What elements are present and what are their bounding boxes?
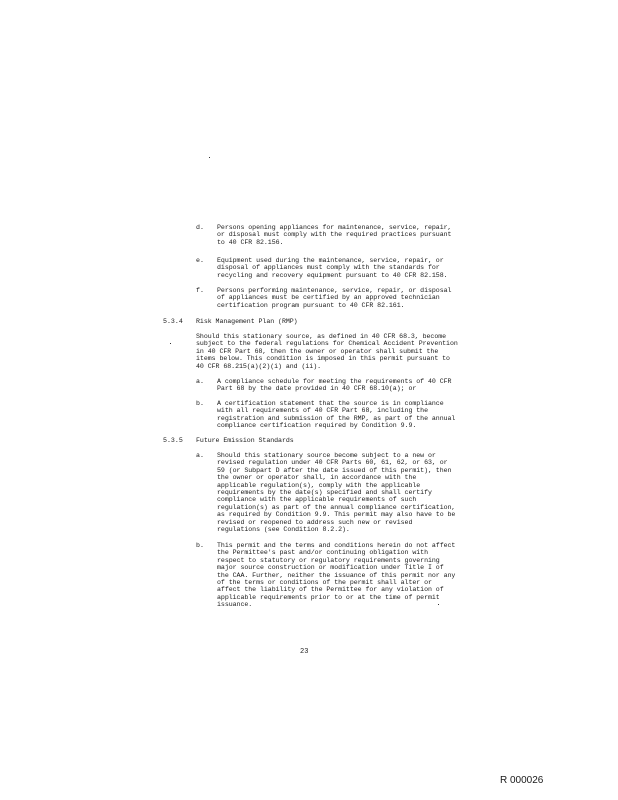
section-number: 5.3.5: [163, 437, 183, 444]
item-label: e.: [196, 257, 204, 264]
item-label: b.: [196, 400, 204, 407]
item-text: A compliance schedule for meeting the requirements of 40 CFR Part 68 by the date provided in 40 CFR 68.10(a); or: [217, 378, 452, 393]
section-intro: Should this stationary source, as defined in 40 CFR 68.3, become subject to the federal regulations for Chemical Accident Prevention in 40 CFR Part 68, then the owner or operator shall submit the items below. This condition is imposed in this permit pursuant to 40 CFR 68.215(a)(2)(i) and (ii).: [196, 333, 458, 370]
item-label: f.: [196, 287, 204, 294]
section-number: 5.3.4: [163, 318, 183, 325]
item-text: This permit and the terms and conditions herein do not affect the Permittee's past and/or continuing obligation with respect to statutory or regulatory requirements governing major source construction or modification under Title I of the CAA. Further, neither the issuance of this permit nor any of the terms or conditions of the permit shall alter or affect the liability of the Permittee for any violation of applicable requirements prior to or at the time of permit issuance.: [217, 542, 456, 609]
bates-number: R 000026: [500, 775, 544, 786]
item-text: Persons opening appliances for maintenance, service, repair, or disposal must comply with the required practices pursuant to 40 CFR 82.156.: [217, 224, 452, 246]
section-title: Risk Management Plan (RMP): [196, 318, 298, 325]
item-label: a.: [196, 378, 204, 385]
scan-speck: [209, 157, 210, 158]
item-label: d.: [196, 224, 204, 231]
item-text: Should this stationary source become subject to a new or revised regulation under 40 CFR Parts 60, 61, 62, or 63, or 59 (or Subpart D after the date issued of this permit), then the owner or operator shall, in accordance with the applicable regulation(s), comply with the applicable requirements by the date(s) specified and shall certify compliance with the applicable requirements of such regulation(s) as part of the annual compliance certification, as required by Condition 9.9. This permit may also have to be revised or reopened to address such new or revised regulations (see Condition 8.2.2).: [217, 452, 456, 534]
page-number: 23: [300, 648, 309, 656]
item-text: Persons performing maintenance, service, repair, or disposal of appliances must be certified by an approved technician certification program pursuant to 40 CFR 82.161.: [217, 287, 452, 309]
scan-speck: [170, 343, 171, 344]
item-label: b.: [196, 542, 204, 549]
item-label: a.: [196, 452, 204, 459]
item-text: A certification statement that the source is in compliance with all requirements of 40 CFR Part 68, including the registration and submission of the RMP, as part of the annual compliance certification required by Condition 9.9.: [217, 400, 456, 430]
item-text: Equipment used during the maintenance, service, repair, or disposal of appliances must comply with the standards for recycling and recovery equipment pursuant to 40 CFR 82.158.: [217, 257, 448, 279]
section-title: Future Emission Standards: [196, 437, 294, 444]
